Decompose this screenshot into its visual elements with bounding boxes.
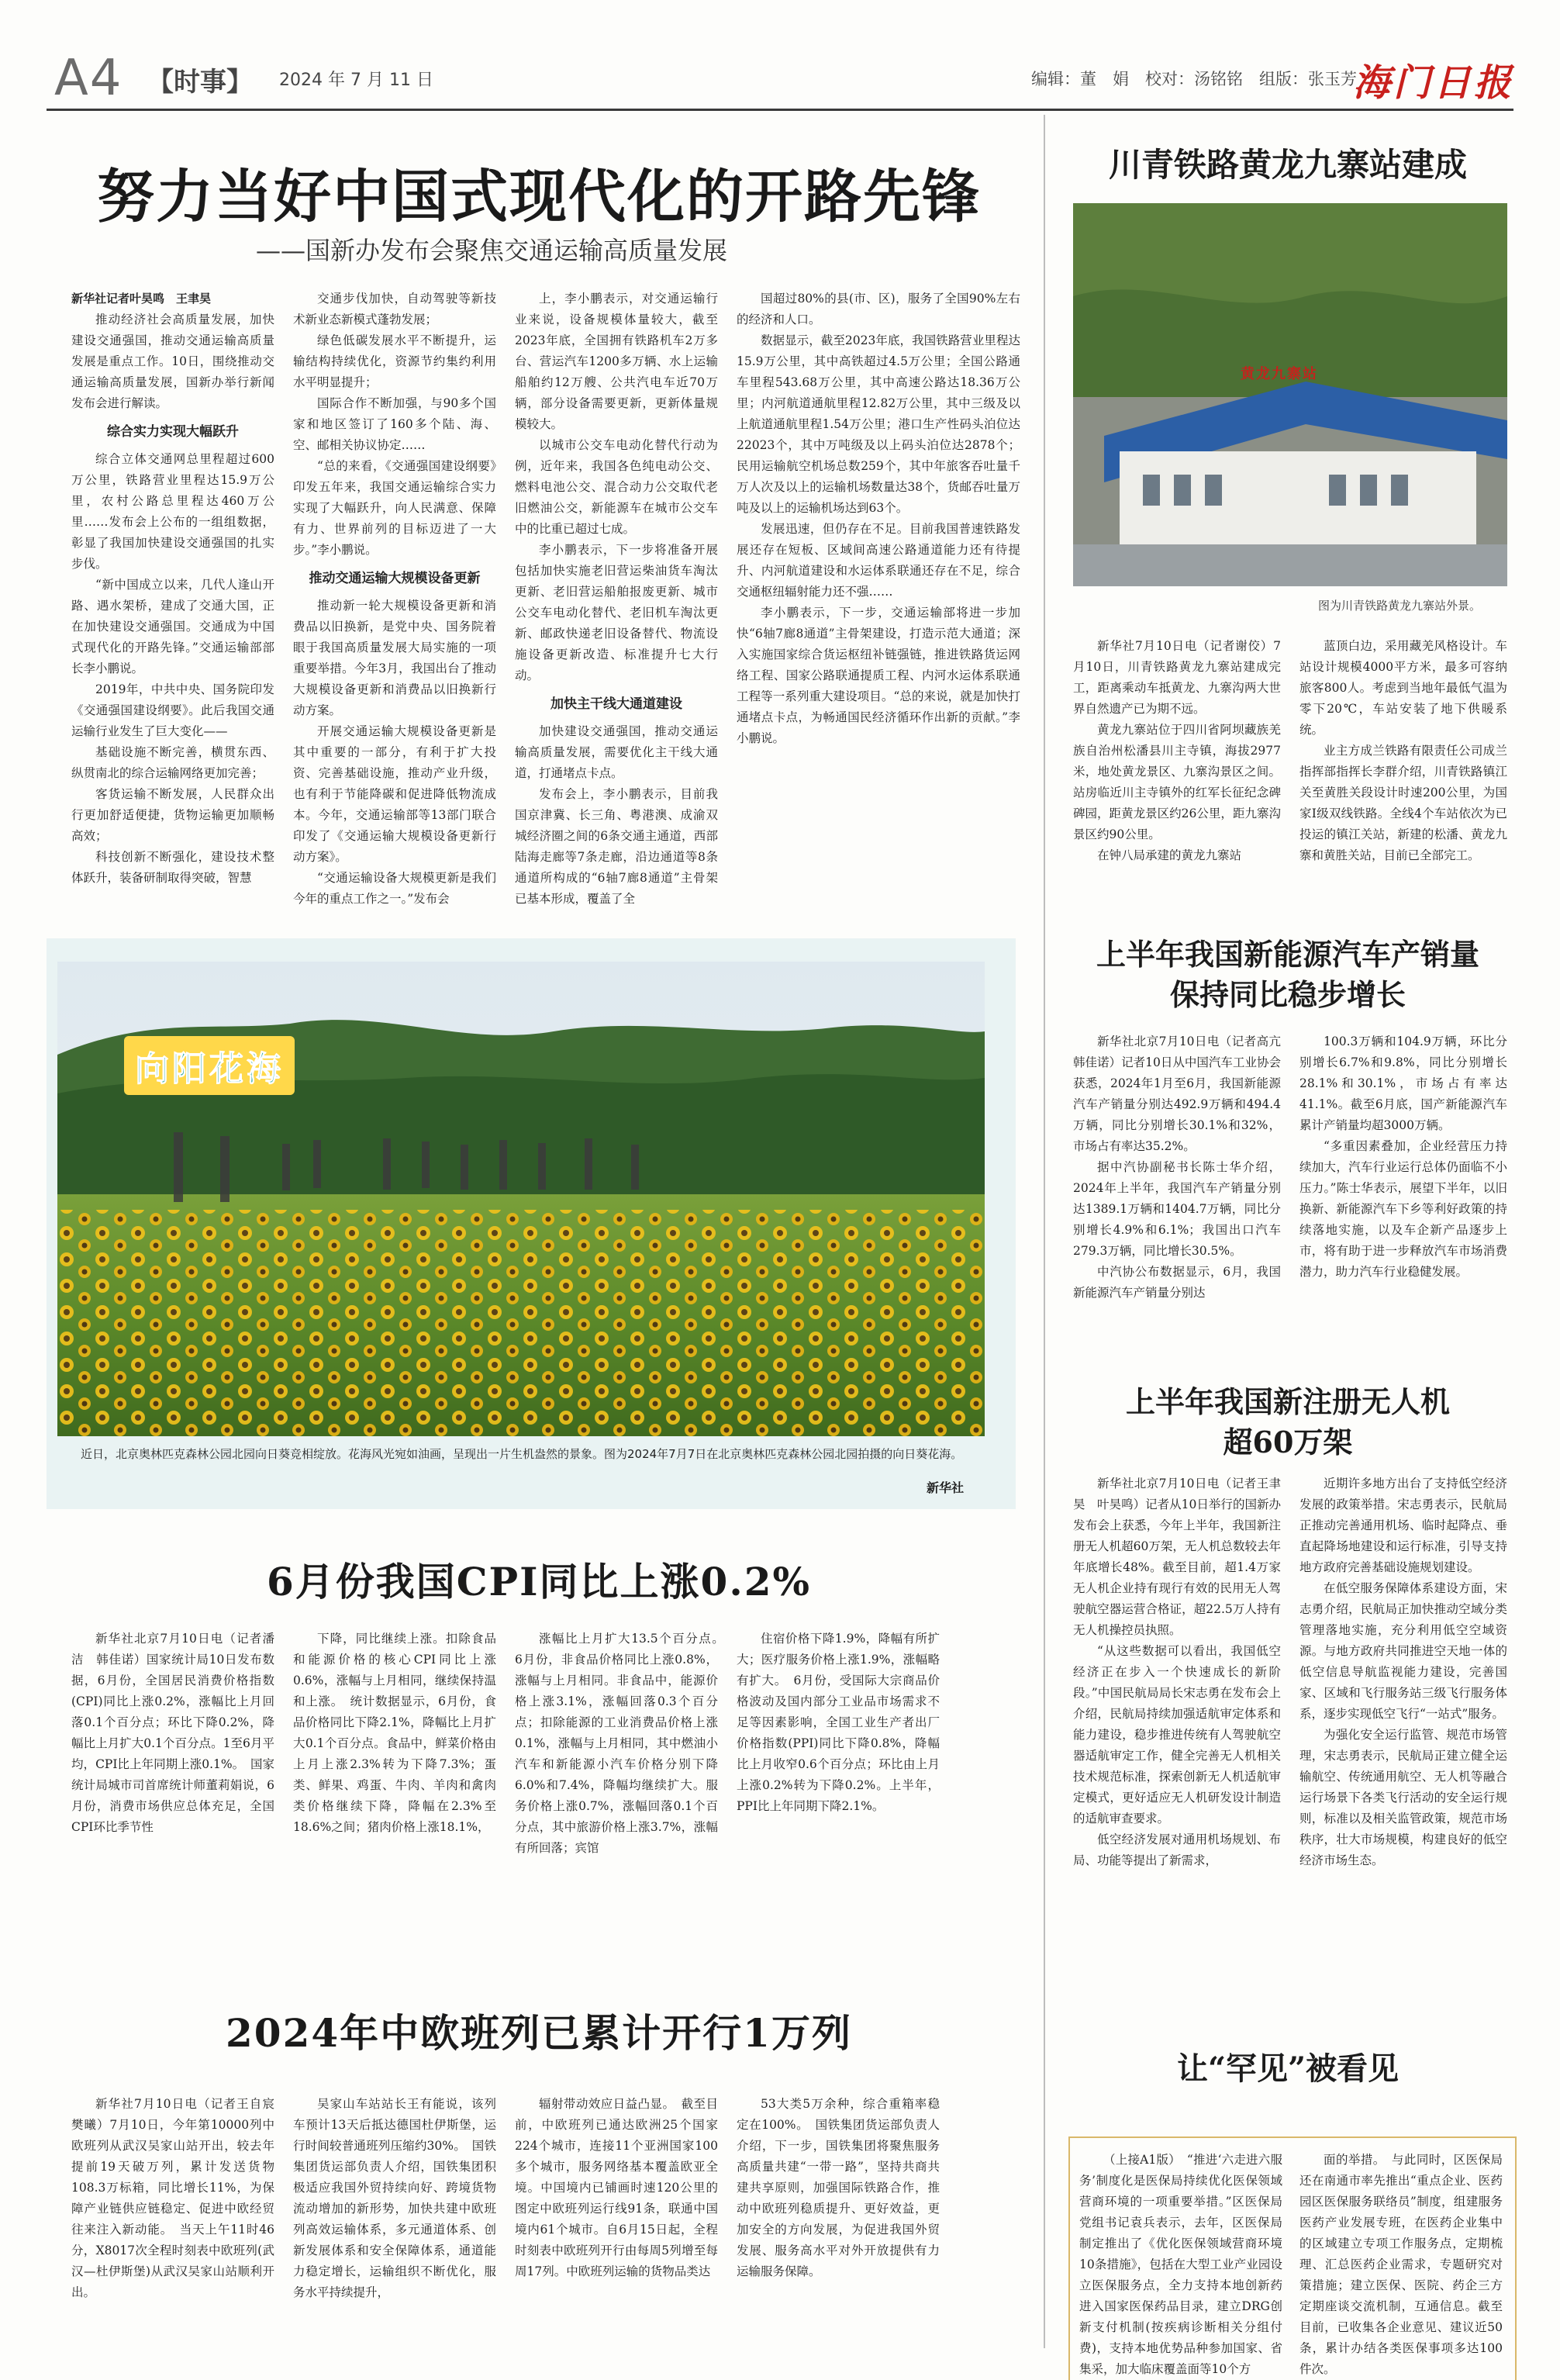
paragraph: “多重因素叠加，企业经营压力持续加大，汽车行业运行总体仍面临不小压力。”陈士华表示，展望下半年，以旧换新、新能源汽车下乡等利好政策的持续落地实施，以及车企新产品逐步上市，将有助于进一步释放汽车市场消费潜力，助力汽车行业稳健发展。 <box>1299 1139 1507 1279</box>
nev-headline <box>1062 934 1513 1015</box>
paragraph: 李小鹏表示，下一步，交通运输部将进一步加快“6轴7廊8通道”主骨架建设，打造示范大通道；深入实施国家综合货运枢纽补链强链，推进铁路货运网络工程、国家公路联通提质工程、内河水运体系联通工程等一系列重大建设项目。“总的来说，就是加快打通堵点卡点，为畅通国民经济循环作出新的贡献。”李小鹏说。 <box>737 606 1020 745</box>
nev-column-1 <box>1073 1031 1293 1304</box>
main-column-2 <box>293 288 496 910</box>
paragraph: （上接A1版） “推进‘六走进六服务’制度化是医保局持续优化医保领域营商环境的一项重要举措。”区医保局党组书记袁兵表示，去年，区医保局制定推出了《优化医保领域营商环境10条措施》，包括在大型工业产业园设立医保服务点，全力支持本地创新药进入国家医保药品目录，建立DRG创新支付机制(按疾病诊断相关分组付费)，支持本地优势品种参加国家、省集采，加大临床覆盖面等10个方 <box>1079 2153 1282 2376</box>
paragraph: 面的举措。 与此同时，区医保局还在南通市率先推出“重点企业、医药园区医保服务联络员”制度，组建服务医药产业发展专班，在医药企业集中的区域建立专项工作服务点，定期梳理、汇总医药企业需求，专题研究对策措施；建立医保、医院、药企三方定期座谈交流机制，互通信息。截至目前，已收集各企业意见、建议近50条，累计办结各类医保事项多达100件次。 <box>1299 2153 1503 2376</box>
drone-column-1 <box>1073 1473 1281 1871</box>
train-headline: 2024年中欧班列已累计开行1万列 <box>226 2010 852 2056</box>
staff-credits: 编辑：董 娟 校对：汤铭铭 组版：张玉芳 <box>1031 70 1357 88</box>
cpi-headline: 6月份我国CPI同比上涨0.2% <box>266 1559 812 1605</box>
drone-headline <box>1062 1382 1513 1463</box>
main-column-1 <box>71 288 274 889</box>
paragraph: 住宿价格下降1.9%，降幅有所扩大；医疗服务价格上涨1.9%，涨幅略有扩大。 6月份，受国际大宗商品价格波动及国内部分工业品市场需求不足等因素影响，全国工业生产者出厂价格指数(PPI)同比下降0.8%，降幅比上月收窄0.6个百分点；环比由上月上涨0.2%转为下降0.2%。上半年，PPI比上年同期下降2.1%。 <box>737 1632 940 1813</box>
paragraph: 吴家山车站站长王有能说，该列车预计13天后抵达德国杜伊斯堡，运行时间较普通班列压缩约30%。 国铁集团货运部负责人介绍，国铁集团积极适应我国外贸持续向好、跨境货物流动增加的新形势，加快共建中欧班列高效运输体系，多元通道体系、创新发展体系和安全保障体系，通道能力稳定增长，运输组织不断优化，服务水平持续提升， <box>293 2097 496 2299</box>
headline-line: 保持同比稳步增长 <box>1169 977 1406 1012</box>
section-heading: 综合实力实现大幅跃升 <box>107 424 239 440</box>
main-column-3 <box>515 288 718 910</box>
paragraph: 以城市公交车电动化替代行动为例，近年来，我国各色纯电动公交、燃料电池公交、混合动力公交取代老旧燃油公交，新能源车在城市公交车中的比重已超过七成。 <box>515 438 718 536</box>
rail-column-2 <box>1299 636 1507 866</box>
section-label: 【时事】 <box>147 67 253 98</box>
paragraph: 发展迅速，但仍存在不足。目前我国普速铁路发展还存在短板、区域间高速公路通道能力还有待提升、内河航道建设和水运体系联通还存在不足，综合交通枢纽辐射能力还不强…… <box>737 522 1020 599</box>
paragraph: 在钟八局承建的黄龙九寨站 <box>1097 848 1242 862</box>
paragraph: 绿色低碳发展水平不断提升，运输结构持续优化，资源节约集约利用水平明显提升； <box>293 333 496 389</box>
paragraph: 数据显示，截至2023年底，我国铁路营业里程达15.9万公里，其中高铁超过4.5万公里；全国公路通车里程543.68万公里，其中高速公路达18.36万公里；内河航道通航里程12.82万公里，其中三级及以上航道通航里程1.54万公里；港口生产性码头泊位达22023个，其中万吨级及以上码头泊位达2878个；民用运输航空机场总数259个，其中年旅客吞吐量千万人次及以上的运输机场数量达38个，货邮吞吐量万吨及以上的运输机场达到63个。 <box>737 333 1020 515</box>
rare-headline: 让“罕见”被看见 <box>1176 2050 1399 2087</box>
paragraph: 为强化安全运行监管、规范市场管理，宋志勇表示，民航局正建立健全运输航空、传统通用航空、无人机等融合运行场景下各类飞行活动的安全运行规则，标准以及相关监管政策，规范市场秩序，壮大市场规模，构建良好的低空经济市场生态。 <box>1299 1728 1507 1867</box>
rail-headline: 川青铁路黄龙九寨站建成 <box>1108 146 1467 184</box>
paragraph: “从这些数据可以看出，我国低空经济正在步入一个快速成长的新阶段。”中国民航局局长宋志勇在发布会上介绍，民航局持续加强适航审定体系和能力建设，稳步推进传统有人驾驶航空器适航审定工作，健全完善无人机相关技术规范标准，探索创新无人机适航审定模式，更好适应无人机研发设计制造的适航审查要求。 <box>1073 1644 1281 1826</box>
paragraph: 新华社7月10日电（记者王自宸 樊曦）7月10日，今年第10000列中欧班列从武汉吴家山站开出，较去年提前19天破万列，累计发送货物108.3万标箱，同比增长11%，为保障产业链供应链稳定、促进中欧经贸往来注入新动能。 当天上午11时46分，X8017次全程时刻表中欧班列(武汉—杜伊斯堡)从武汉吴家山站顺利开出。 <box>71 2097 287 2299</box>
paragraph: 下降，同比继续上涨。扣除食品和能源价格的核心CPI同比上涨0.6%，涨幅与上月相同，继续保持温和上涨。 统计数据显示，6月份，食品价格同比下降2.1%，降幅比上月扩大0.1个百分点。食品中，鲜菜价格由上月上涨2.3%转为下降7.3%；蛋类、鲜果、鸡蛋、牛肉、羊肉和禽肉类价格继续下降，降幅在2.3%至18.6%之间；猪肉价格上涨18.1%， <box>293 1632 496 1834</box>
paragraph: 科技创新不断强化，建设技术整体跃升，装备研制取得突破，智慧 <box>71 850 274 885</box>
paragraph: 在低空服务保障体系建设方面，宋志勇介绍，民航局正加快推动空域分类管理落地实施，充分利用低空空域资源。与地方政府共同推进空天地一体的低空信息导航监视能力建设，完善国家、区域和飞行服务站三级飞行服务体系，逐步实现低空飞行“一站式”服务。 <box>1299 1581 1507 1721</box>
paragraph: 据中汽协副秘书长陈士华介绍，2024年上半年，我国汽车产销量分别达1389.1万辆和1404.7万辆，同比分别增长4.9%和6.1%；我国出口汽车279.3万辆，同比增长30.5%。 <box>1073 1160 1281 1258</box>
main-subheadline: ——国新办发布会聚焦交通运输高质量发展 <box>256 236 728 265</box>
paragraph: 53大类5万余种，综合重箱率稳定在100%。 国铁集团货运部负责人介绍，下一步，国铁集团将聚焦服务高质量共建“一带一路”，坚持共商共建共享原则，加强国际铁路合作，推动中欧班列稳质提升、更好效益，更加安全的方向发展，为促进我国外贸发展、服务高水平对外开放提供有力运输服务保障。 <box>737 2097 940 2278</box>
paragraph: 李小鹏表示，下一步将准备开展包括加快实施老旧营运柴油货车淘汰更新、老旧营运船舶报废更新、城市公交车电动化替代、老旧机车淘汰更新、邮政快递老旧设备替代、物流设施设备更新改造、标准提升七大行动。 <box>515 543 718 682</box>
issue-date: 2024 年 7 月 11 日 <box>279 71 433 90</box>
photo-credit: 新华社 <box>927 1480 965 1495</box>
rare-column-1 <box>1079 2150 1282 2380</box>
paragraph: 新华社北京7月10日电（记者高亢 韩佳诺）记者10日从中国汽车工业协会获悉，2024年1月至6月，我国新能源汽车产销量分别达492.9万辆和494.4万辆，同比分别增长30.1%和32%，市场占有率达35.2%。 <box>1073 1035 1293 1153</box>
train-column-3 <box>515 2094 718 2282</box>
train-column-4 <box>737 2094 940 2282</box>
station-sign: 黄龙九寨站 <box>1241 366 1318 382</box>
paragraph: 基础设施不断完善，横贯东西、纵贯南北的综合运输网络更加完善； <box>71 745 274 780</box>
paragraph: 新华社7月10日电（记者谢佼）7月10日，川青铁路黄龙九寨站建成完工，距离乘动车抵黄龙、九寨沟两大世界自然遗产已为期不远。 <box>1073 639 1281 716</box>
paragraph: 业主方成兰铁路有限责任公司成兰指挥部指挥长李群介绍，川青铁路镇江关至黄胜关段设计时速200公里，为国家Ⅰ级双线铁路。全线4个车站依次为已投运的镇江关站，新建的松潘、黄龙九寨和黄胜关站，目前已全部完工。 <box>1299 744 1507 862</box>
train-column-1 <box>71 2094 287 2303</box>
paragraph: 近期许多地方出台了支持低空经济发展的政策举措。宋志勇表示，民航局正推动完善通用机场、临时起降点、垂直起降场地建设和运行标准，引导支持地方政府完善基础设施规划建设。 <box>1299 1477 1507 1574</box>
paragraph: 100.3万辆和104.9万辆，环比分别增长6.7%和9.8%，同比分别增长28.1%和30.1%，市场占有率达41.1%。截至6月底，国产新能源汽车累计产销量均超3000万辆。 <box>1299 1035 1507 1132</box>
rail-station-photo <box>1073 203 1507 586</box>
headline-line: 上半年我国新注册无人机 <box>1125 1384 1450 1419</box>
paragraph: 低空经济发展对通用机场规划、布局、功能等提出了新需求， <box>1073 1832 1281 1867</box>
rail-photo-caption: 图为川青铁路黄龙九寨站外景。 <box>1318 599 1482 613</box>
paragraph: 上，李小鹏表示，对交通运输行业来说，设备规模体量较大，截至2023年底，全国拥有铁路机车2万多台、营运汽车1200多万辆、水上运输船舶约12万艘、公共汽电车近70万辆，部分设备需要更新，更新体量规模较大。 <box>515 292 718 431</box>
paragraph: 客货运输不断发展，人民群众出行更加舒适便捷，货物运输更加顺畅高效； <box>71 787 274 843</box>
section-heading: 推动交通运输大规模设备更新 <box>309 571 481 586</box>
cpi-column-1 <box>71 1629 274 1838</box>
paragraph: 发布会上，李小鹏表示，目前我国京津冀、长三角、粤港澳、成渝双城经济圈之间的6条交通主通道，西部陆海走廊等7条走廊，沿边通道等8条通道所构成的“6轴7廊8通道”主骨架已基本形成，覆盖了全 <box>515 787 718 906</box>
paragraph: 推动新一轮大规模设备更新和消费品以旧换新，是党中央、国务院着眼于我国高质量发展大局实施的一项重要举措。今年3月，我国出台了推动大规模设备更新和消费品以旧换新行动方案。 <box>293 599 496 717</box>
paragraph: 蓝顶白边，采用藏羌风格设计。车站设计规模4000平方米，最多可容纳旅客800人。考虑到当地年最低气温为零下20℃，车站安装了地下供暖系统。 <box>1299 639 1507 737</box>
main-headline: 努力当好中国式现代化的开路先锋 <box>97 164 981 230</box>
paragraph: 加快建设交通强国，推动交通运输高质量发展，需要优化主干线大通道，打通堵点卡点。 <box>515 724 718 780</box>
cpi-column-3 <box>515 1629 730 1859</box>
paragraph: “交通运输设备大规模更新是我们今年的重点工作之一。”发布会 <box>293 871 496 906</box>
paragraph: 国际合作不断加强，与90多个国家和地区签订了160多个陆、海、空、邮相关协议协定…… <box>293 396 496 452</box>
paragraph: 中汽协公布数据显示，6月，我国新能源汽车产销量分别达 <box>1073 1265 1281 1300</box>
sunflower-banner: 向阳花海 <box>124 1036 295 1095</box>
paragraph: 交通步伐加快，自动驾驶等新技术新业态新模式蓬勃发展； <box>293 292 496 326</box>
headline-line: 超60万架 <box>1223 1425 1353 1459</box>
paragraph: 新华社北京7月10日电（记者潘洁 韩佳诺）国家统计局10日发布数据，6月份，全国居民消费价格指数(CPI)同比上涨0.2%，涨幅比上月回落0.1个百分点；环比下降0.2%，降幅比上月扩大0.1个百分点。1至6月平均，CPI比上年同期上涨0.1%。 国家统计局城市司首席统计师董莉娟说，6月份，消费市场供应总体充足，全国CPI环比季节性 <box>71 1632 274 1834</box>
page-number: A4 <box>54 50 123 107</box>
paragraph: 综合立体交通网总里程超过600万公里，铁路营业里程达15.9万公里，农村公路总里程达460万公里……发布会上公布的一组组数据，彰显了我国加快建设交通强国的扎实步伐。 <box>71 452 274 571</box>
paragraph: “新中国成立以来，几代人逢山开路、遇水架桥，建成了交通大国，正在加快建设交通强国。交通成为中国式现代化的开路先锋。”交通运输部部长李小鹏说。 <box>71 578 274 675</box>
paragraph: “总的来看，《交通强国建设纲要》印发五年来，我国交通运输综合实力实现了大幅跃升，向人民满意、保障有力、世界前列的目标迈进了一大步。”李小鹏说。 <box>293 459 496 557</box>
paragraph: 开展交通运输大规模设备更新是其中重要的一部分，有利于扩大投资、完善基础设施，推动产业升级，也有利于节能降碳和促进降低物流成本。今年，交通运输部等13部门联合印发了《交通运输大规模设备更新行动方案》。 <box>293 724 496 864</box>
cpi-column-2 <box>293 1629 496 1838</box>
section-heading: 加快主干线大通道建设 <box>550 696 682 712</box>
train-column-2 <box>293 2094 496 2303</box>
nev-column-2 <box>1299 1031 1507 1283</box>
paragraph: 辐射带动效应日益凸显。 截至目前，中欧班列已通达欧洲25个国家224个城市，连接11个亚洲国家100多个城市，服务网络基本覆盖欧亚全境。中国境内已铺画时速120公里的图定中欧班列运行线91条，联通中国境内61个城市。自6月15日起，全程时刻表中欧班列开行由每周5列增至每周17列。中欧班列运输的货物品类达 <box>515 2097 718 2278</box>
paragraph: 推动经济社会高质量发展，加快建设交通强国，推动交通运输高质量发展是重点工作。10日，围绕推动交通运输高质量发展，国新办举行新闻发布会进行解读。 <box>71 313 274 410</box>
rail-column-1 <box>1073 636 1281 866</box>
newspaper-logo: 海门日报 <box>1353 61 1515 105</box>
paragraph: 黄龙九寨站位于四川省阿坝藏族羌族自治州松潘县川主寺镇，海拔2977米，地处黄龙景区、九寨沟景区之间。站房临近川主寺镇外的红军长征纪念碑碑园，距黄龙景区约26公里，距九寨沟景区约90公里。 <box>1073 723 1281 841</box>
header-divider <box>47 109 1513 111</box>
main-column-4 <box>737 288 1020 749</box>
sunflower-caption: 近日，北京奥林匹克森林公园北园向日葵竞相绽放。花海风光宛如油画，呈现出一片生机盎然的景象。图为2024年7月7日在北京奥林匹克森林公园北园拍摄的向日葵花海。 <box>81 1447 963 1461</box>
rare-column-2 <box>1299 2150 1503 2380</box>
drone-column-2 <box>1299 1473 1507 1871</box>
column-divider <box>1044 115 1045 2348</box>
paragraph: 2019年，中共中央、国务院印发《交通强国建设纲要》。此后我国交通运输行业发生了巨大变化—— <box>71 682 274 738</box>
paragraph: 涨幅比上月扩大13.5个百分点。 6月份，非食品价格同比上涨0.8%，涨幅与上月相同。非食品中，能源价格上涨3.1%，涨幅回落0.3个百分点；扣除能源的工业消费品价格上涨0.1%，涨幅与上月相同，其中燃油小汽车和新能源小汽车价格分别下降6.0%和7.4%，降幅均继续扩大。服务价格上涨0.7%，涨幅回落0.1个百分点，其中旅游价格上涨3.7%，涨幅有所回落；宾馆 <box>515 1632 730 1855</box>
headline-line: 上半年我国新能源汽车产销量 <box>1096 937 1479 972</box>
paragraph: 新华社北京7月10日电（记者王聿昊 叶昊鸣）记者从10日举行的国新办发布会上获悉，今年上半年，我国新注册无人机超60万架，无人机总数较去年年底增长48%。截至目前，超1.4万家无人机企业持有现行有效的民用无人驾驶航空器运营合格证，超22.5万人持有无人机操控员执照。 <box>1073 1477 1281 1637</box>
cpi-column-4 <box>737 1629 940 1817</box>
byline: 新华社记者叶昊鸣 王聿昊 <box>71 292 212 306</box>
sunflower-photo <box>57 962 985 1436</box>
paragraph: 国超过80%的县(市、区)，服务了全国90%左右的经济和人口。 <box>737 292 1020 326</box>
